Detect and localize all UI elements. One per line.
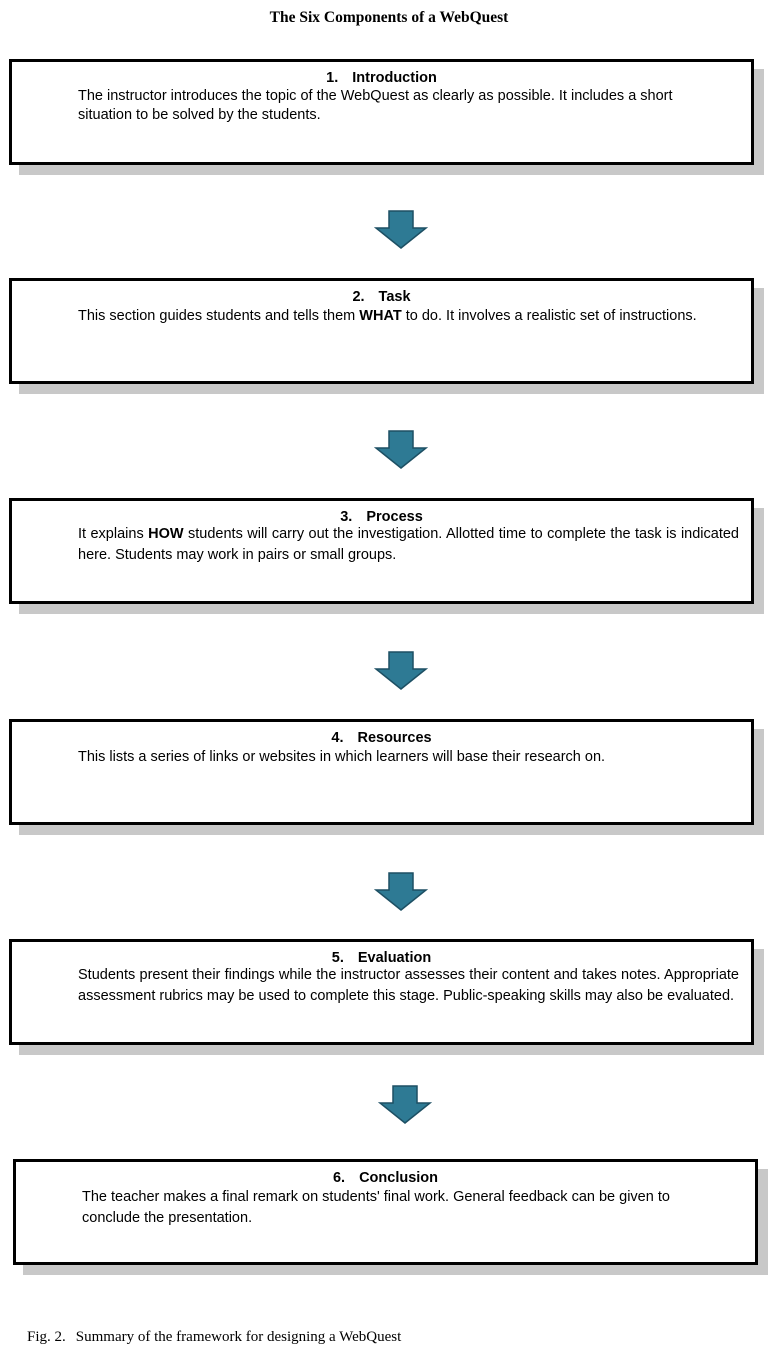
step-number: 5. — [331, 950, 344, 966]
down-arrow-icon — [374, 651, 428, 691]
down-arrow-icon — [374, 430, 428, 470]
step-number: 6. — [332, 1170, 346, 1186]
step-description — [78, 306, 739, 327]
step-number: 2. — [352, 289, 365, 305]
step-box-task — [9, 278, 754, 384]
step-box-conclusion — [13, 1159, 758, 1265]
step-text-after: to do. It involves a realistic set of instructions. — [401, 308, 697, 324]
step-box-introduction — [9, 59, 754, 165]
arrow-shape — [376, 431, 426, 468]
figure-caption — [27, 1329, 401, 1346]
step-number: 4. — [331, 730, 344, 746]
down-arrow-icon — [378, 1085, 432, 1125]
step-heading-label: Process — [366, 509, 423, 525]
diagram-title: The Six Components of a WebQuest — [269, 9, 509, 26]
step-heading — [12, 288, 751, 306]
step-number: 3. — [340, 509, 353, 525]
step-heading-label: Conclusion — [359, 1170, 439, 1186]
down-arrow-icon — [374, 210, 428, 250]
step-text-before: This section guides students and tells them — [78, 308, 360, 324]
step-description: The instructor introduces the topic of the WebQuest as clearly as possible. It includes a short situation to be solved by the students. — [78, 88, 673, 123]
arrow-shape — [380, 1086, 430, 1123]
step-description: Students present their findings while the instructor assesses their content and takes notes. Appropriate assessment rubrics may be used to complete this stage. Public-speaking skills may also be evaluated. — [78, 967, 739, 1004]
step-number: 1. — [326, 70, 339, 86]
step-heading-label: Evaluation — [357, 950, 432, 966]
step-box-evaluation — [9, 939, 754, 1045]
arrow-shape — [376, 211, 426, 248]
step-heading — [16, 1169, 755, 1187]
step-text-emphasis: WHAT — [359, 308, 402, 324]
step-heading — [12, 729, 751, 747]
step-heading-label: Task — [378, 289, 411, 305]
step-text-before: It explains — [78, 526, 149, 542]
step-text-after: students will carry out the investigation. Allotted time to complete the task is indicated here. Students may work in pairs or small groups. — [78, 526, 739, 563]
step-description — [78, 524, 739, 565]
step-description: This lists a series of links or websites in which learners will base their research on. — [78, 749, 606, 765]
step-description: The teacher makes a final remark on students' final work. General feedback can be given to conclude the presentation. — [82, 1189, 670, 1226]
figure-caption-text: Summary of the framework for designing a WebQuest — [75, 1329, 402, 1345]
arrow-shape — [376, 652, 426, 689]
down-arrow-icon — [374, 872, 428, 912]
step-box-process — [9, 498, 754, 604]
arrow-shape — [376, 873, 426, 910]
step-heading-label: Introduction — [352, 70, 437, 86]
step-text-emphasis: HOW — [148, 526, 184, 542]
step-heading-label: Resources — [357, 730, 432, 746]
step-heading — [12, 69, 751, 87]
figure-number: Fig. 2. — [27, 1329, 66, 1345]
step-box-resources — [9, 719, 754, 825]
